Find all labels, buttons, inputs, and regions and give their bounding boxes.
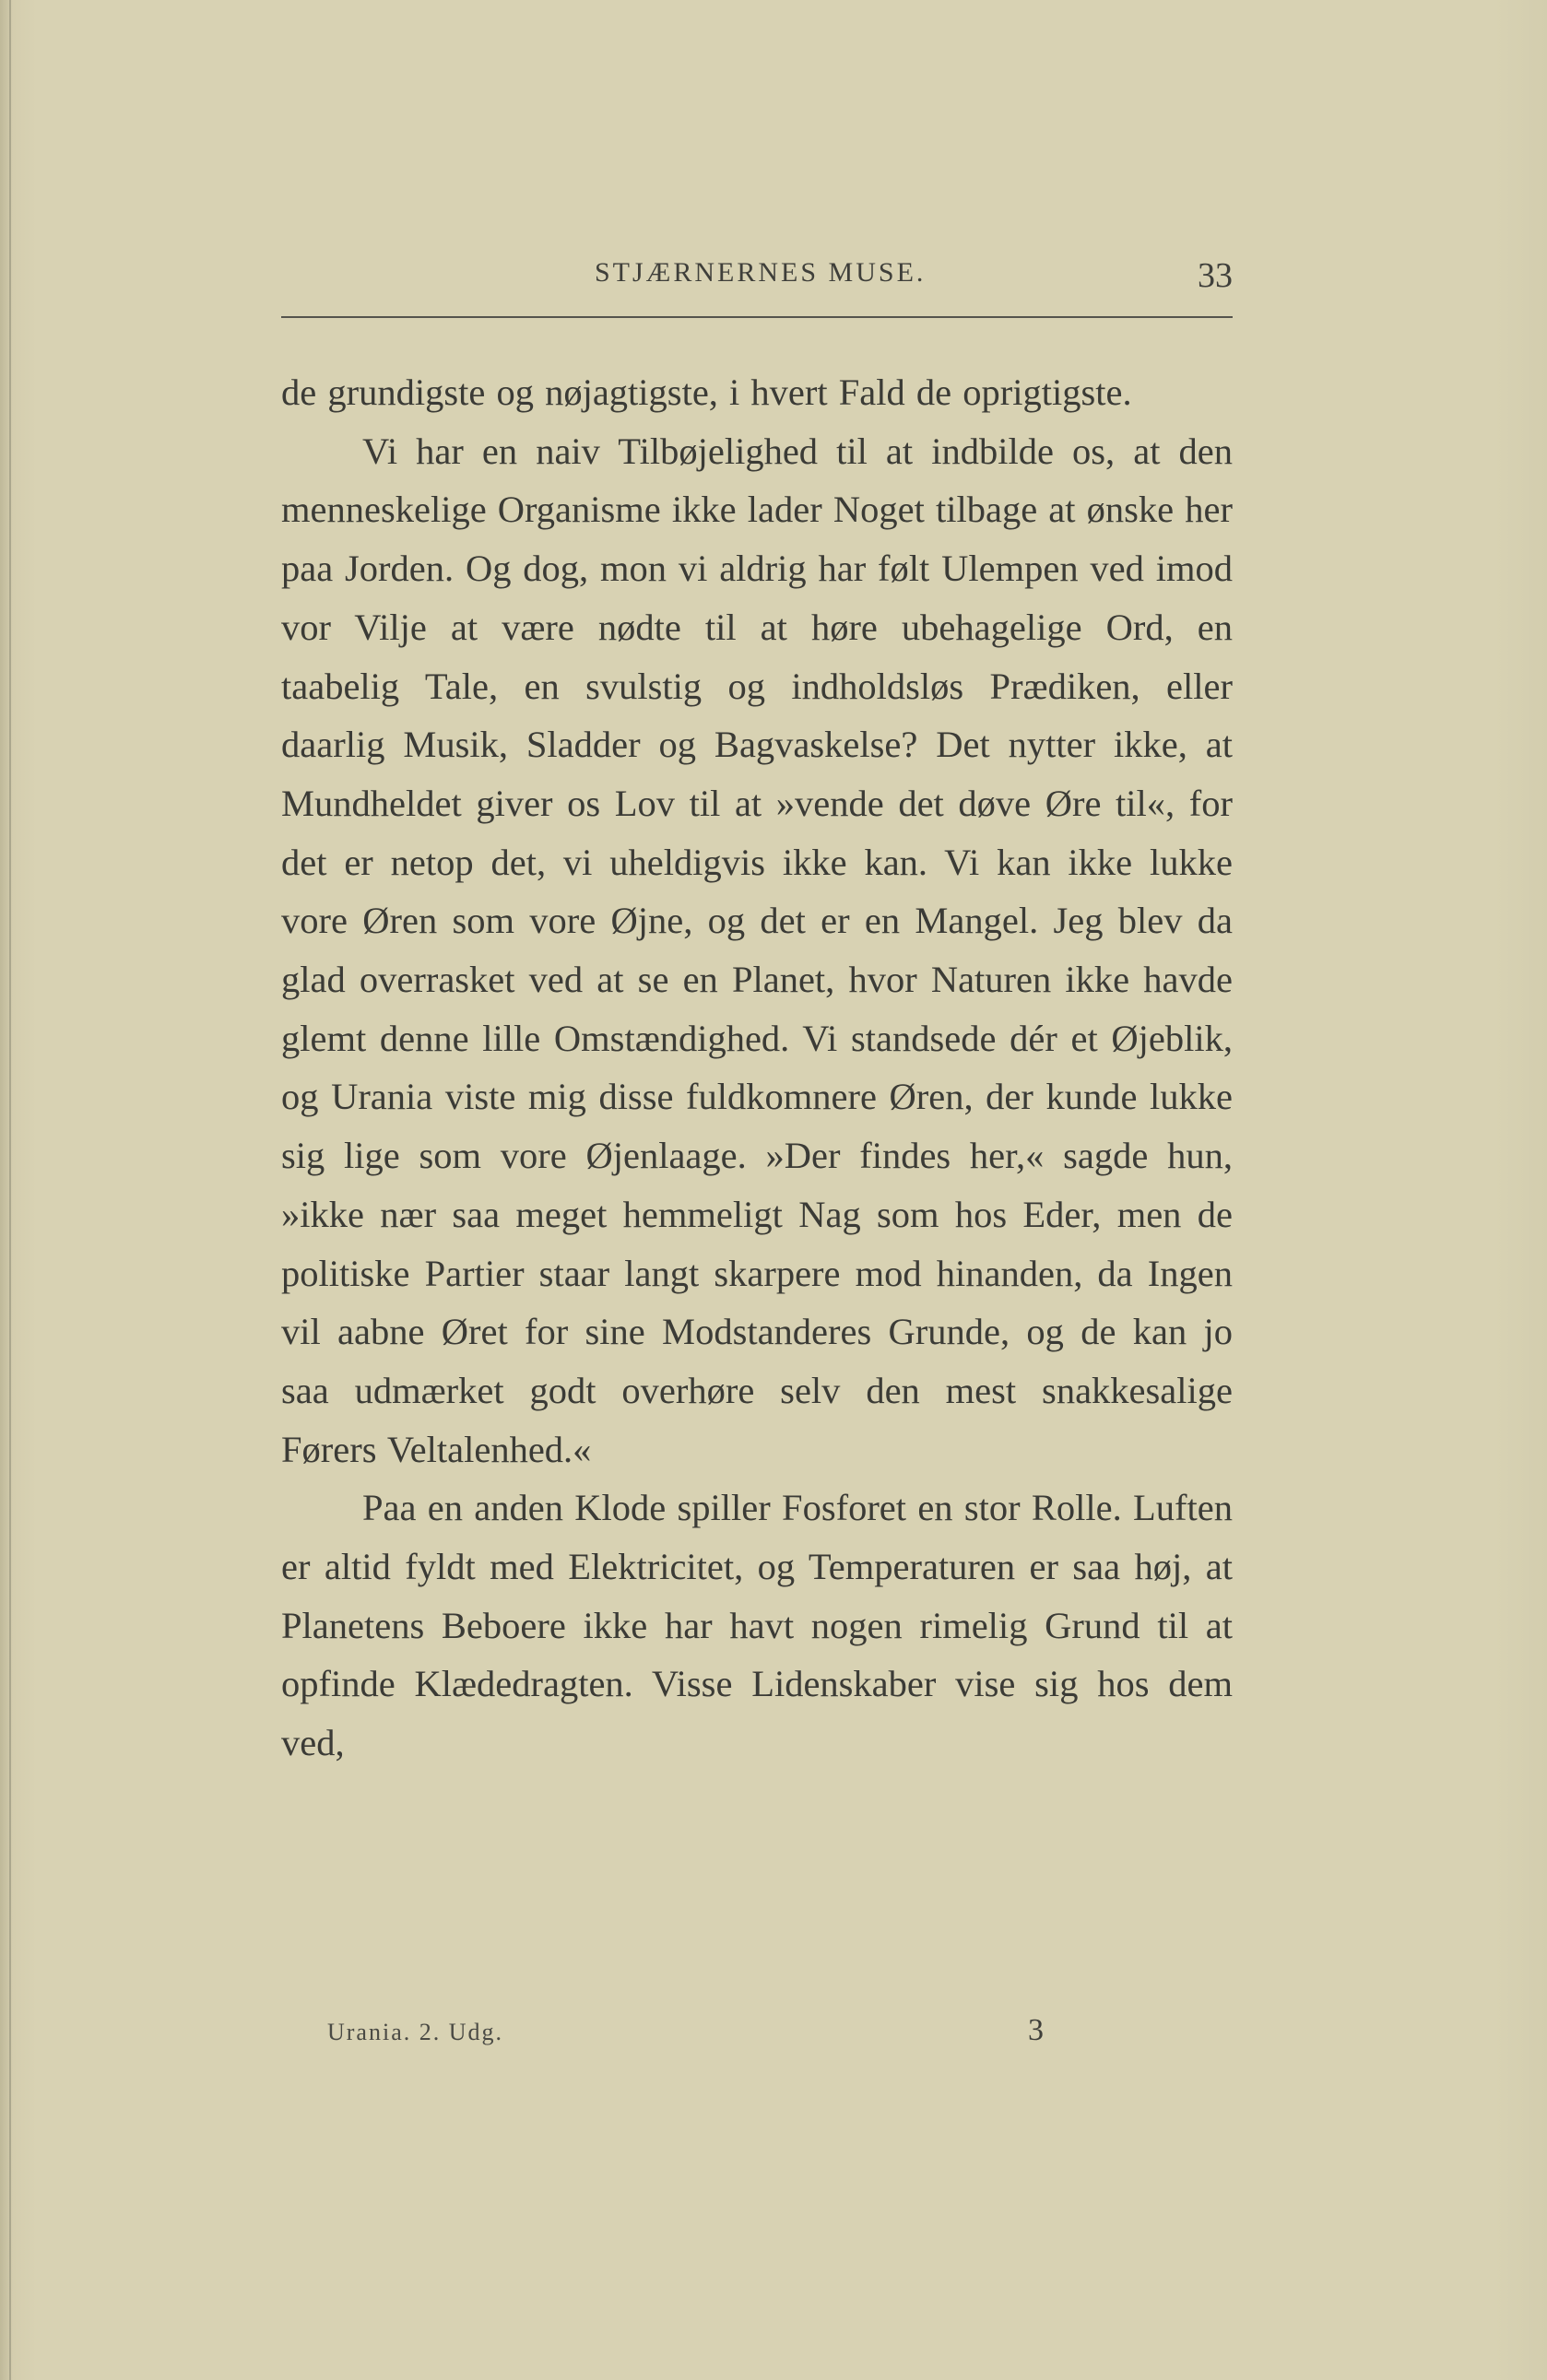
paragraph: de grundigste og nøjagtigste, i hvert Fald de oprigtigste. bbox=[281, 371, 1132, 413]
paragraph: Vi har en naiv Tilbøjelighed til at indbilde os, at den menneskelige Organisme ikke lader Noget tilbage at ønske her paa Jorden. Og dog, mon vi aldrig har følt Ulempen ved imod vor Vilje at være nødte til at høre ubehagelige Ord, en taabelig Tale, en svulstig og indholdsløs Prædiken, eller daarlig Musik, Sladder og Bagvaskelse? Det nytter ikke, at Mundheldet giver os Lov til at »vende det døve Øre til«, for det er netop det, vi uheldigvis ikke kan. Vi kan ikke lukke vore Øren som vore Øjne, og det er en Mangel. Jeg blev da glad overrasket ved at se en Planet, hvor Naturen ikke havde glemt denne lille Omstændighed. Vi standsede dér et Øjeblik, og Urania viste mig disse fuldkomnere Øren, der kunde lukke sig lige som vore Øjenlaage. »Der findes her,« sagde hun, »ikke nær saa meget hemmeligt Nag som hos Eder, men de politiske Partier staar langt skarpere mod hinanden, da Ingen vil aabne Øret for sine Modstanderes Grunde, og de kan jo saa udmærket godt overhøre selv den mest snakkesalige Førers Veltalenhed.« bbox=[281, 430, 1233, 1470]
signature-mark: Urania. 2. Udg. bbox=[327, 2019, 504, 2045]
header-rule bbox=[281, 316, 1233, 318]
page-footer bbox=[327, 2013, 1065, 2056]
paragraph: Paa en anden Klode spiller Fosforet en stor Rolle. Luften er altid fyldt med Elektricitet, og Temperaturen er saa høj, at Planetens Beboere ikke har havt nogen rimelig Grund til at opfinde Klædedragten. Visse Lidenskaber vise sig hos dem ved, bbox=[281, 1487, 1233, 1764]
sheet-number: 3 bbox=[1028, 2013, 1044, 2047]
running-header bbox=[281, 257, 1233, 298]
page-number: 33 bbox=[1198, 256, 1233, 295]
body-text bbox=[281, 363, 1233, 1773]
page-edge bbox=[9, 0, 11, 2380]
running-title: STJÆRNERNES MUSE. bbox=[595, 257, 927, 288]
